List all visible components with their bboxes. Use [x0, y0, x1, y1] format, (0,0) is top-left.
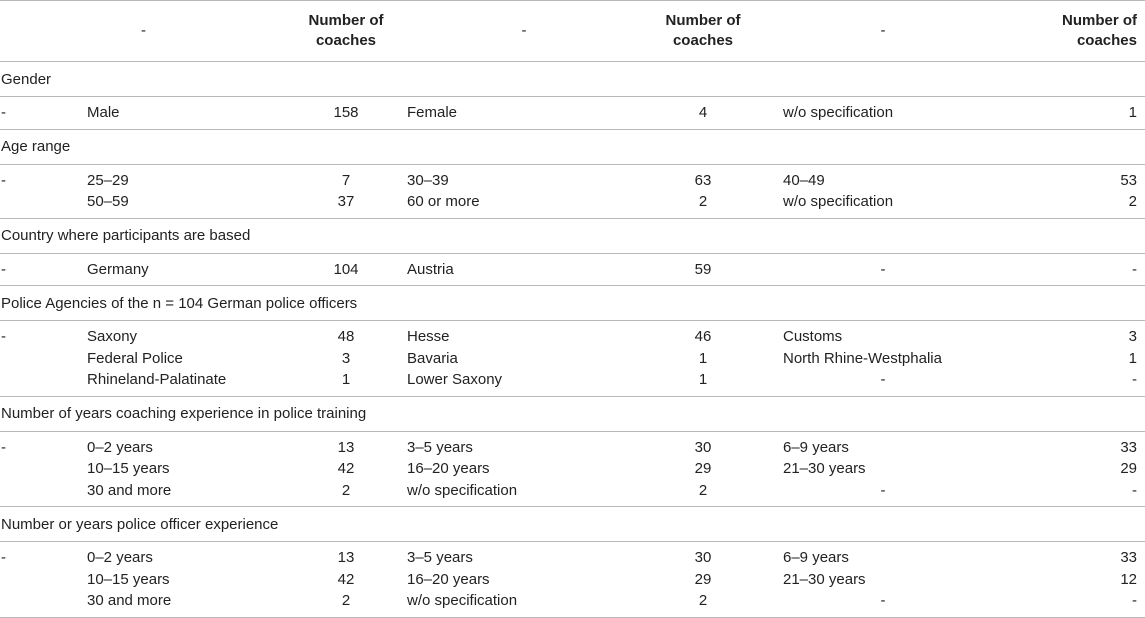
row-marker [0, 191, 87, 218]
section-coaching-rows [0, 431, 1145, 507]
category-count: 7 [341, 171, 351, 189]
row-marker: - [0, 253, 87, 286]
category-count: 1 [287, 369, 405, 396]
category-name: Female [405, 97, 643, 130]
section-country-rows [0, 253, 1145, 286]
category-name: Austria [405, 253, 643, 286]
section-title: Country where participants are based [0, 218, 1145, 253]
table-row [0, 253, 1145, 286]
section-title: Number of years coaching experience in police training [0, 396, 1145, 431]
category-name: - [763, 590, 1003, 617]
category-count: 46 [694, 328, 712, 345]
section-gender-rows [0, 97, 1145, 130]
section-title: Police Agencies of the n = 104 German police officers [0, 286, 1145, 321]
category-count: 3 [1128, 328, 1137, 345]
category-count: 53 [1120, 171, 1137, 189]
category-count: 1 [643, 369, 763, 396]
category-name: 60 or more [405, 191, 643, 218]
category-count: - [1003, 590, 1145, 617]
row-marker: - [1, 328, 6, 345]
table-row [0, 321, 1145, 348]
category-name: 30 and more [87, 480, 287, 507]
section-age-rows [0, 164, 1145, 218]
section-age-title [0, 129, 1145, 164]
category-name: w/o specification [405, 480, 643, 507]
category-count: - [1003, 253, 1145, 286]
row-marker [0, 458, 87, 480]
category-name: 10–15 years [87, 460, 170, 477]
category-count: 63 [694, 171, 712, 189]
category-name: Lower Saxony [405, 369, 643, 396]
header-count-1-line1: Number of [308, 12, 384, 29]
section-officer-title [0, 507, 1145, 542]
section-title-row [0, 62, 1145, 97]
category-name: 21–30 years [783, 570, 866, 588]
category-name: North Rhine-Westphalia [783, 349, 942, 367]
header-count-3-line1: Number of [1062, 12, 1137, 29]
row-marker [0, 480, 87, 507]
category-name: w/o specification [763, 97, 1003, 130]
category-count: 2 [643, 480, 763, 507]
category-name: - [763, 480, 1003, 507]
category-name: Hesse [407, 328, 450, 345]
category-count: 59 [643, 253, 763, 286]
category-count: 13 [337, 549, 355, 566]
header-count-2 [643, 1, 763, 62]
category-count: 3 [341, 349, 351, 367]
table-row [0, 458, 1145, 480]
section-title: Age range [0, 129, 1145, 164]
section-title: Number or years police officer experience [0, 507, 1145, 542]
category-name: Customs [783, 328, 843, 345]
category-count: 1 [1003, 97, 1145, 130]
row-marker [0, 369, 87, 396]
category-name: 6–9 years [783, 438, 849, 456]
header-category-2: - [405, 1, 643, 62]
category-count: 29 [694, 570, 712, 588]
category-count: 1 [698, 349, 708, 367]
category-count: 29 [694, 460, 712, 477]
category-name: 3–5 years [407, 438, 473, 456]
category-name: 40–49 [783, 171, 825, 189]
row-marker: - [1, 171, 6, 189]
category-name: w/o specification [405, 590, 643, 617]
category-count: 33 [1120, 438, 1137, 456]
section-country-title [0, 218, 1145, 253]
table-row [0, 369, 1145, 396]
table-row [0, 480, 1145, 507]
header-category-3: - [763, 1, 1003, 62]
category-name: 0–2 years [87, 438, 153, 456]
section-title: Gender [0, 62, 1145, 97]
section-title-row [0, 396, 1145, 431]
category-name: - [763, 369, 1003, 396]
category-count: 158 [287, 97, 405, 130]
section-agencies-title [0, 286, 1145, 321]
category-count: 13 [337, 438, 355, 456]
category-count: 30 [694, 549, 712, 566]
row-marker [0, 569, 87, 591]
header-count-2-line1: Number of [665, 12, 741, 29]
row-marker: - [1, 549, 6, 566]
category-count: 2 [643, 590, 763, 617]
category-count: - [1003, 480, 1145, 507]
category-name: Federal Police [87, 349, 183, 367]
category-name: Saxony [87, 328, 138, 345]
header-count-3 [1003, 1, 1145, 62]
category-count: 2 [643, 191, 763, 218]
category-count: 104 [287, 253, 405, 286]
table-row [0, 431, 1145, 458]
category-count: 37 [287, 191, 405, 218]
header-count-2-line2: coaches [672, 32, 734, 49]
category-name: Rhineland-Palatinate [87, 369, 287, 396]
table-row [0, 569, 1145, 591]
table-row [0, 542, 1145, 569]
header-category-1: - [0, 1, 287, 62]
table-row [0, 164, 1145, 191]
section-coaching-title [0, 396, 1145, 431]
category-count: 30 [694, 438, 712, 456]
category-name: 6–9 years [783, 549, 849, 566]
category-name: 30–39 [407, 171, 449, 189]
section-officer-rows [0, 542, 1145, 618]
section-title-row [0, 129, 1145, 164]
category-count: - [1003, 369, 1145, 396]
row-marker: - [0, 97, 87, 130]
section-title-row [0, 507, 1145, 542]
category-count: 1 [1128, 349, 1137, 367]
header-count-3-line2: coaches [1076, 32, 1137, 49]
section-title-row [0, 286, 1145, 321]
category-name: 0–2 years [87, 549, 153, 566]
table-row [0, 348, 1145, 370]
category-name: 21–30 years [783, 460, 866, 477]
header-count-1 [287, 1, 405, 62]
category-name: Male [87, 97, 287, 130]
header-row [0, 1, 1145, 62]
category-name: w/o specification [763, 191, 1003, 218]
category-count: 2 [1003, 191, 1145, 218]
category-name: 16–20 years [407, 460, 490, 477]
row-marker: - [1, 438, 6, 456]
category-count: 2 [287, 590, 405, 617]
table-row [0, 191, 1145, 218]
category-count: 29 [1120, 460, 1137, 477]
category-name: Bavaria [407, 349, 458, 367]
row-marker [0, 348, 87, 370]
table-row [0, 97, 1145, 130]
section-agencies-rows [0, 321, 1145, 397]
category-name: Germany [87, 253, 287, 286]
section-gender-title [0, 62, 1145, 97]
row-marker [0, 590, 87, 617]
category-count: 12 [1120, 570, 1137, 588]
category-name: 50–59 [87, 191, 287, 218]
category-count: 48 [337, 328, 355, 345]
category-name: - [763, 253, 1003, 286]
table-row [0, 590, 1145, 617]
category-count: 4 [643, 97, 763, 130]
category-name: 16–20 years [407, 570, 490, 588]
category-name: 30 and more [87, 590, 287, 617]
category-count: 42 [337, 570, 355, 588]
category-name: 25–29 [87, 171, 129, 189]
category-count: 2 [287, 480, 405, 507]
category-name: 3–5 years [407, 549, 473, 566]
category-count: 33 [1120, 549, 1137, 566]
category-name: 10–15 years [87, 570, 170, 588]
category-count: 42 [337, 460, 355, 477]
header-count-1-line2: coaches [315, 32, 377, 49]
table-header [0, 1, 1145, 62]
section-title-row [0, 218, 1145, 253]
